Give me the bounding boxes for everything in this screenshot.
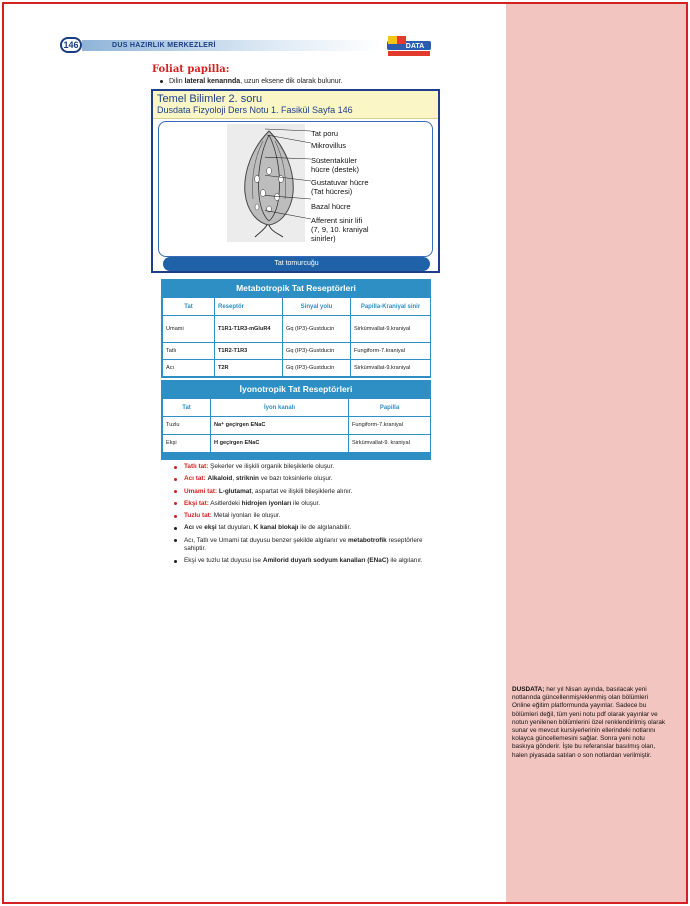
bullet-dot — [174, 478, 177, 481]
figure-caption: Tat tomurcuğu — [163, 257, 430, 271]
bullet-dot — [174, 560, 177, 563]
table-cell: T1R1-T1R3-mGluR4 — [215, 316, 283, 343]
bullet-list — [172, 463, 434, 569]
ionotropic-table — [161, 380, 431, 460]
column-header: İyon kanalı — [211, 399, 349, 417]
question-title: Temel Bilimler 2. soru — [157, 93, 263, 105]
label-sustentakuler: Süstentaküler — [311, 156, 357, 165]
table-cell: Sirkümvallat-9.kraniyal — [351, 316, 431, 343]
label-afferent-3: sinirler) — [311, 234, 336, 243]
table-cell: Gq (IP3)-Gustducin — [283, 316, 351, 343]
label-afferent: Afferent sinir lifi — [311, 216, 363, 225]
list-item: Ekşi tat: Asitlerdeki hidrojen iyonları ile oluşur. — [172, 500, 434, 508]
table-row — [163, 360, 431, 377]
metabotropic-table-title: Metabotropik Tat Reseptörleri — [236, 283, 356, 293]
column-header: Tat — [163, 298, 215, 316]
column-header: Papilla-Kraniyal sinir — [351, 298, 431, 316]
table-cell: Sirkümvallat-9.kraniyal — [351, 360, 431, 377]
table-cell: Umami — [163, 316, 215, 343]
dusdata-logo — [386, 35, 432, 57]
logo-text: DATA — [405, 43, 425, 50]
table-cell: Gq (IP3)-Gustducin — [283, 360, 351, 377]
list-item: Umami tat: L-glutamat, aspartat ve ilişkili bileşiklerle alınır. — [172, 488, 434, 496]
bullet-dot — [160, 80, 163, 83]
side-panel — [506, 4, 686, 902]
table-row — [163, 316, 431, 343]
question-header — [153, 91, 438, 119]
list-item: Acı tat: Alkaloid, striknin ve bazı toksinlerle oluşur. — [172, 475, 434, 483]
side-note-lead: DUSDATA; — [512, 686, 545, 693]
list-item: Acı ve ekşi tat duyuları, K kanal blokajı ile de algılanabilir. — [172, 524, 434, 532]
column-header: Papilla — [349, 399, 431, 417]
label-leader-lines — [265, 125, 313, 225]
table-cell: Ekşi — [163, 435, 211, 453]
list-item: Ekşi ve tuzlu tat duyusu ise Amilorid duyarlı sodyum kanalları (ENaC) ile algılanır. — [172, 557, 434, 565]
table-row — [163, 417, 431, 435]
header-title: DUS HAZIRLIK MERKEZLERİ — [112, 42, 216, 49]
table-cell: Na⁺ geçirgen ENaC — [211, 417, 349, 435]
table-cell: T2R — [215, 360, 283, 377]
side-note-text: her yıl Nisan ayında, basılacak yeni notlarında güncellenmiş/eklenmiş olan bölümleri Online eğitim platformunda yayınlar. Sadece bu bölümleri değil, tüm yeni notu pdf olarak yayınlar ve notun yenilenen bölümlerini özel renklendirilmiş olarak sunar ve mevcut kursiyerlerinin ellerindeki notlarını kolayca güncellemesini sağlar. Sonra yeni notu baskıya gönderir. İşte bu referanslar basılmış olan, halen piyasada satılan o son notlardan verilmiştir. — [512, 686, 666, 759]
section-title: Foliat papilla: — [152, 64, 230, 75]
list-item: Tuzlu tat: Metal iyonları ile oluşur. — [172, 512, 434, 520]
question-subtitle: Dusdata Fizyoloji Ders Notu 1. Fasikül Sayfa 146 — [157, 105, 353, 115]
table-cell: Acı — [163, 360, 215, 377]
table-row — [163, 435, 431, 453]
label-sustentakuler-2: hücre (destek) — [311, 165, 359, 174]
ionotropic-table-title: İyonotropik Tat Reseptörleri — [239, 384, 353, 394]
side-note — [512, 686, 668, 760]
table-cell: H geçirgen ENaC — [211, 435, 349, 453]
table-cell: Fungiform-7.kraniyal — [349, 417, 431, 435]
table-footer-bar — [162, 453, 430, 459]
column-header: Tat — [163, 399, 211, 417]
label-tat-poru: Tat poru — [311, 129, 339, 138]
table-cell: Sirkümvallat-9. kraniyal — [349, 435, 431, 453]
bullet-dot — [174, 502, 177, 505]
label-afferent-2: (7, 9, 10. kraniyal — [311, 225, 369, 234]
table-cell: T1R2-T1R3 — [215, 343, 283, 360]
table-cell: Tatlı — [163, 343, 215, 360]
table-cell: Gq (IP3)-Gustducin — [283, 343, 351, 360]
question-box — [151, 89, 440, 273]
metabotropic-table — [161, 279, 431, 378]
label-gustatuvar: Gustatuvar hücre — [311, 178, 369, 187]
bullet-dot — [174, 527, 177, 530]
table-cell: Tuzlu — [163, 417, 211, 435]
page-number: 146 — [60, 37, 82, 53]
bullet-dot — [174, 515, 177, 518]
list-item: Tatlı tat: Şekerler ve ilişkili organik bileşiklerle oluşur. — [172, 463, 434, 471]
label-bazal: Bazal hücre — [311, 202, 351, 211]
intro-line: Dilin lateral kenarında, uzun eksene dik olarak bulunur. — [160, 78, 343, 85]
column-header: Reseptör — [215, 298, 283, 316]
table-row — [163, 343, 431, 360]
column-header: Sinyal yolu — [283, 298, 351, 316]
bullet-dot — [174, 490, 177, 493]
label-gustatuvar-2: (Tat hücresi) — [311, 187, 353, 196]
bullet-dot — [174, 466, 177, 469]
table-cell: Fungiform-7.kraniyal — [351, 343, 431, 360]
list-item: Acı, Tatlı ve Umami tat duyusu benzer şekilde algılanır ve metabotrofik reseptörlere sahiptir. — [172, 537, 434, 553]
label-mikrovillus: Mikrovillus — [311, 141, 347, 150]
bullet-dot — [174, 539, 177, 542]
